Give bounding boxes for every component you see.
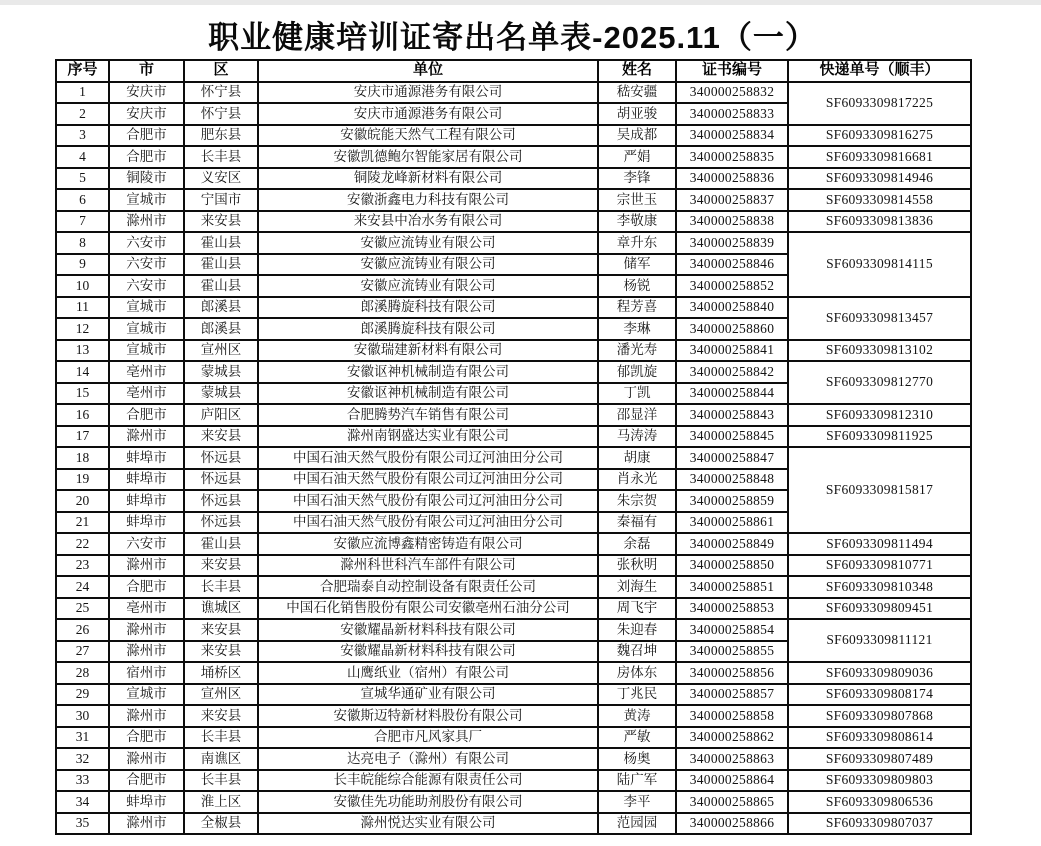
cert-no-cell: 340000258851 [676, 576, 788, 598]
company-cell: 安徽凯德鲍尔智能家居有限公司 [258, 146, 598, 168]
city-cell: 蚌埠市 [109, 469, 184, 491]
column-header-index: 序号 [56, 60, 109, 82]
tracking-no-cell: SF6093309809036 [788, 662, 971, 684]
company-cell: 安徽讴神机械制造有限公司 [258, 361, 598, 383]
row-index-cell: 8 [56, 232, 109, 254]
table-body [56, 82, 971, 835]
name-cell: 程芳喜 [598, 297, 676, 319]
row-index-cell: 12 [56, 318, 109, 340]
cert-no-cell: 340000258865 [676, 791, 788, 813]
table-row [56, 619, 971, 641]
company-cell: 合肥腾势汽车销售有限公司 [258, 404, 598, 426]
name-cell: 郁凯旋 [598, 361, 676, 383]
row-index-cell: 6 [56, 189, 109, 211]
city-cell: 滁州市 [109, 705, 184, 727]
row-index-cell: 26 [56, 619, 109, 641]
cert-no-cell: 340000258850 [676, 555, 788, 577]
city-cell: 六安市 [109, 232, 184, 254]
tracking-no-cell: SF6093309807489 [788, 748, 971, 770]
company-cell: 安徽瑞建新材料有限公司 [258, 340, 598, 362]
district-cell: 霍山县 [184, 275, 258, 297]
document-sheet [55, 12, 970, 835]
company-cell: 安徽浙鑫电力科技有限公司 [258, 189, 598, 211]
company-cell: 铜陵龙峰新材料有限公司 [258, 168, 598, 190]
name-cell: 黄涛 [598, 705, 676, 727]
district-cell: 来安县 [184, 641, 258, 663]
name-cell: 陆广军 [598, 770, 676, 792]
city-cell: 宣城市 [109, 297, 184, 319]
table-row [56, 297, 971, 319]
cert-no-cell: 340000258834 [676, 125, 788, 147]
cert-no-cell: 340000258862 [676, 727, 788, 749]
city-cell: 蚌埠市 [109, 447, 184, 469]
city-cell: 滁州市 [109, 426, 184, 448]
cert-no-cell: 340000258856 [676, 662, 788, 684]
district-cell: 怀远县 [184, 447, 258, 469]
district-cell: 怀远县 [184, 469, 258, 491]
tracking-no-cell: SF6093309812310 [788, 404, 971, 426]
row-index-cell: 34 [56, 791, 109, 813]
city-cell: 合肥市 [109, 727, 184, 749]
district-cell: 埇桥区 [184, 662, 258, 684]
company-cell: 长丰皖能综合能源有限责任公司 [258, 770, 598, 792]
cert-no-cell: 340000258866 [676, 813, 788, 835]
table-row [56, 791, 971, 813]
table-row [56, 125, 971, 147]
city-cell: 滁州市 [109, 619, 184, 641]
name-cell: 杨奥 [598, 748, 676, 770]
tracking-no-cell: SF6093309815817 [788, 447, 971, 533]
cert-no-cell: 340000258836 [676, 168, 788, 190]
city-cell: 滁州市 [109, 641, 184, 663]
table-row [56, 555, 971, 577]
name-cell: 范园园 [598, 813, 676, 835]
company-cell: 郎溪腾旋科技有限公司 [258, 318, 598, 340]
row-index-cell: 5 [56, 168, 109, 190]
city-cell: 铜陵市 [109, 168, 184, 190]
city-cell: 滁州市 [109, 813, 184, 835]
name-cell: 李平 [598, 791, 676, 813]
tracking-no-cell: SF6093309814946 [788, 168, 971, 190]
row-index-cell: 15 [56, 383, 109, 405]
tracking-no-cell: SF6093309813457 [788, 297, 971, 340]
city-cell: 宣城市 [109, 189, 184, 211]
cert-no-cell: 340000258844 [676, 383, 788, 405]
cert-no-cell: 340000258854 [676, 619, 788, 641]
district-cell: 长丰县 [184, 727, 258, 749]
row-index-cell: 14 [56, 361, 109, 383]
certificate-mailing-table [55, 59, 972, 835]
name-cell: 李琳 [598, 318, 676, 340]
row-index-cell: 30 [56, 705, 109, 727]
name-cell: 胡康 [598, 447, 676, 469]
cert-no-cell: 340000258840 [676, 297, 788, 319]
table-row [56, 189, 971, 211]
district-cell: 庐阳区 [184, 404, 258, 426]
table-row [56, 361, 971, 383]
company-cell: 山鹰纸业（宿州）有限公司 [258, 662, 598, 684]
district-cell: 长丰县 [184, 770, 258, 792]
company-cell: 中国石化销售股份有限公司安徽亳州石油分公司 [258, 598, 598, 620]
district-cell: 霍山县 [184, 232, 258, 254]
row-index-cell: 18 [56, 447, 109, 469]
tracking-no-cell: SF6093309811494 [788, 533, 971, 555]
city-cell: 亳州市 [109, 361, 184, 383]
cert-no-cell: 340000258855 [676, 641, 788, 663]
tracking-no-cell: SF6093309809451 [788, 598, 971, 620]
city-cell: 蚌埠市 [109, 512, 184, 534]
table-row [56, 211, 971, 233]
district-cell: 怀宁县 [184, 103, 258, 125]
row-index-cell: 1 [56, 82, 109, 104]
row-index-cell: 24 [56, 576, 109, 598]
name-cell: 胡亚骏 [598, 103, 676, 125]
row-index-cell: 27 [56, 641, 109, 663]
tracking-no-cell: SF6093309810771 [788, 555, 971, 577]
district-cell: 谯城区 [184, 598, 258, 620]
cert-no-cell: 340000258837 [676, 189, 788, 211]
row-index-cell: 3 [56, 125, 109, 147]
city-cell: 合肥市 [109, 404, 184, 426]
row-index-cell: 9 [56, 254, 109, 276]
tracking-no-cell: SF6093309809803 [788, 770, 971, 792]
city-cell: 合肥市 [109, 576, 184, 598]
tracking-no-cell: SF6093309817225 [788, 82, 971, 125]
company-cell: 安徽耀晶新材料科技有限公司 [258, 619, 598, 641]
district-cell: 霍山县 [184, 254, 258, 276]
company-cell: 安徽应流铸业有限公司 [258, 232, 598, 254]
name-cell: 邵显洋 [598, 404, 676, 426]
city-cell: 安庆市 [109, 103, 184, 125]
table-row [56, 748, 971, 770]
tracking-no-cell: SF6093309807868 [788, 705, 971, 727]
city-cell: 宣城市 [109, 318, 184, 340]
name-cell: 吴成都 [598, 125, 676, 147]
table-row [56, 447, 971, 469]
tracking-no-cell: SF6093309808174 [788, 684, 971, 706]
tracking-no-cell: SF6093309806536 [788, 791, 971, 813]
name-cell: 周飞宇 [598, 598, 676, 620]
district-cell: 宣州区 [184, 684, 258, 706]
name-cell: 张秋明 [598, 555, 676, 577]
table-row [56, 404, 971, 426]
table-row [56, 146, 971, 168]
row-index-cell: 16 [56, 404, 109, 426]
page-title: 职业健康培训证寄出名单表-2025.11（一） [208, 20, 817, 55]
company-cell: 宣城华通矿业有限公司 [258, 684, 598, 706]
company-cell: 中国石油天然气股份有限公司辽河油田分公司 [258, 469, 598, 491]
district-cell: 来安县 [184, 211, 258, 233]
city-cell: 合肥市 [109, 146, 184, 168]
tracking-no-cell: SF6093309812770 [788, 361, 971, 404]
name-cell: 潘光寿 [598, 340, 676, 362]
cert-no-cell: 340000258849 [676, 533, 788, 555]
company-cell: 安徽皖能天然气工程有限公司 [258, 125, 598, 147]
city-cell: 合肥市 [109, 125, 184, 147]
city-cell: 安庆市 [109, 82, 184, 104]
cert-no-cell: 340000258861 [676, 512, 788, 534]
district-cell: 来安县 [184, 426, 258, 448]
table-row [56, 705, 971, 727]
district-cell: 南谯区 [184, 748, 258, 770]
cert-no-cell: 340000258852 [676, 275, 788, 297]
district-cell: 全椒县 [184, 813, 258, 835]
name-cell: 李锋 [598, 168, 676, 190]
company-cell: 中国石油天然气股份有限公司辽河油田分公司 [258, 490, 598, 512]
table-row [56, 684, 971, 706]
city-cell: 六安市 [109, 254, 184, 276]
company-cell: 安徽耀晶新材料科技有限公司 [258, 641, 598, 663]
city-cell: 亳州市 [109, 598, 184, 620]
district-cell: 郎溪县 [184, 297, 258, 319]
city-cell: 滁州市 [109, 555, 184, 577]
city-cell: 宣城市 [109, 340, 184, 362]
district-cell: 义安区 [184, 168, 258, 190]
tracking-no-cell: SF6093309814558 [788, 189, 971, 211]
district-cell: 怀远县 [184, 490, 258, 512]
column-header-tracking: 快递单号（顺丰） [788, 60, 971, 82]
district-cell: 来安县 [184, 619, 258, 641]
district-cell: 蒙城县 [184, 361, 258, 383]
row-index-cell: 33 [56, 770, 109, 792]
district-cell: 淮上区 [184, 791, 258, 813]
cert-no-cell: 340000258863 [676, 748, 788, 770]
row-index-cell: 25 [56, 598, 109, 620]
company-cell: 安庆市通源港务有限公司 [258, 103, 598, 125]
column-header-district: 区 [184, 60, 258, 82]
district-cell: 怀宁县 [184, 82, 258, 104]
row-index-cell: 17 [56, 426, 109, 448]
district-cell: 来安县 [184, 555, 258, 577]
company-cell: 安庆市通源港务有限公司 [258, 82, 598, 104]
tracking-no-cell: SF6093309807037 [788, 813, 971, 835]
company-cell: 安徽斯迈特新材料股份有限公司 [258, 705, 598, 727]
cert-no-cell: 340000258838 [676, 211, 788, 233]
name-cell: 朱宗贺 [598, 490, 676, 512]
company-cell: 安徽应流铸业有限公司 [258, 275, 598, 297]
city-cell: 滁州市 [109, 748, 184, 770]
district-cell: 怀远县 [184, 512, 258, 534]
name-cell: 马涛涛 [598, 426, 676, 448]
cert-no-cell: 340000258845 [676, 426, 788, 448]
row-index-cell: 21 [56, 512, 109, 534]
window-top-edge [0, 0, 1041, 5]
cert-no-cell: 340000258853 [676, 598, 788, 620]
name-cell: 魏召坤 [598, 641, 676, 663]
name-cell: 秦福有 [598, 512, 676, 534]
name-cell: 储军 [598, 254, 676, 276]
row-index-cell: 31 [56, 727, 109, 749]
table-row [56, 770, 971, 792]
tracking-no-cell: SF6093309814115 [788, 232, 971, 297]
company-cell: 安徽讴神机械制造有限公司 [258, 383, 598, 405]
company-cell: 中国石油天然气股份有限公司辽河油田分公司 [258, 447, 598, 469]
name-cell: 严娟 [598, 146, 676, 168]
district-cell: 宁国市 [184, 189, 258, 211]
name-cell: 丁兆民 [598, 684, 676, 706]
column-header-company: 单位 [258, 60, 598, 82]
cert-no-cell: 340000258833 [676, 103, 788, 125]
district-cell: 来安县 [184, 705, 258, 727]
cert-no-cell: 340000258835 [676, 146, 788, 168]
cert-no-cell: 340000258842 [676, 361, 788, 383]
table-row [56, 340, 971, 362]
company-cell: 安徽应流铸业有限公司 [258, 254, 598, 276]
city-cell: 宿州市 [109, 662, 184, 684]
district-cell: 长丰县 [184, 576, 258, 598]
tracking-no-cell: SF6093309811925 [788, 426, 971, 448]
table-row [56, 232, 971, 254]
company-cell: 合肥瑞泰自动控制设备有限责任公司 [258, 576, 598, 598]
cert-no-cell: 340000258859 [676, 490, 788, 512]
row-index-cell: 11 [56, 297, 109, 319]
cert-no-cell: 340000258843 [676, 404, 788, 426]
tracking-no-cell: SF6093309816275 [788, 125, 971, 147]
column-header-cert-no: 证书编号 [676, 60, 788, 82]
district-cell: 宣州区 [184, 340, 258, 362]
tracking-no-cell: SF6093309816681 [788, 146, 971, 168]
name-cell: 朱迎春 [598, 619, 676, 641]
tracking-no-cell: SF6093309811121 [788, 619, 971, 662]
company-cell: 安徽应流博鑫精密铸造有限公司 [258, 533, 598, 555]
cert-no-cell: 340000258848 [676, 469, 788, 491]
name-cell: 杨锐 [598, 275, 676, 297]
district-cell: 肥东县 [184, 125, 258, 147]
cert-no-cell: 340000258864 [676, 770, 788, 792]
table-header-row [56, 60, 971, 82]
name-cell: 嵇安疆 [598, 82, 676, 104]
company-cell: 滁州科世科汽车部件有限公司 [258, 555, 598, 577]
name-cell: 丁凯 [598, 383, 676, 405]
company-cell: 郎溪腾旋科技有限公司 [258, 297, 598, 319]
name-cell: 章升东 [598, 232, 676, 254]
city-cell: 合肥市 [109, 770, 184, 792]
table-row [56, 168, 971, 190]
cert-no-cell: 340000258858 [676, 705, 788, 727]
row-index-cell: 35 [56, 813, 109, 835]
row-index-cell: 32 [56, 748, 109, 770]
cert-no-cell: 340000258847 [676, 447, 788, 469]
cert-no-cell: 340000258857 [676, 684, 788, 706]
table-row [56, 426, 971, 448]
name-cell: 房体东 [598, 662, 676, 684]
district-cell: 蒙城县 [184, 383, 258, 405]
company-cell: 来安县中冶水务有限公司 [258, 211, 598, 233]
name-cell: 宗世玉 [598, 189, 676, 211]
row-index-cell: 7 [56, 211, 109, 233]
tracking-no-cell: SF6093309808614 [788, 727, 971, 749]
column-header-city: 市 [109, 60, 184, 82]
district-cell: 长丰县 [184, 146, 258, 168]
row-index-cell: 28 [56, 662, 109, 684]
tracking-no-cell: SF6093309813102 [788, 340, 971, 362]
table-row [56, 598, 971, 620]
company-cell: 达亮电子（滁州）有限公司 [258, 748, 598, 770]
cert-no-cell: 340000258860 [676, 318, 788, 340]
company-cell: 滁州悦达实业有限公司 [258, 813, 598, 835]
row-index-cell: 19 [56, 469, 109, 491]
district-cell: 霍山县 [184, 533, 258, 555]
row-index-cell: 29 [56, 684, 109, 706]
name-cell: 严敏 [598, 727, 676, 749]
cert-no-cell: 340000258832 [676, 82, 788, 104]
column-header-name: 姓名 [598, 60, 676, 82]
table-row [56, 533, 971, 555]
row-index-cell: 20 [56, 490, 109, 512]
table-row [56, 82, 971, 104]
tracking-no-cell: SF6093309813836 [788, 211, 971, 233]
row-index-cell: 10 [56, 275, 109, 297]
city-cell: 蚌埠市 [109, 490, 184, 512]
city-cell: 亳州市 [109, 383, 184, 405]
table-row [56, 576, 971, 598]
company-cell: 中国石油天然气股份有限公司辽河油田分公司 [258, 512, 598, 534]
company-cell: 合肥市凡风家具厂 [258, 727, 598, 749]
row-index-cell: 4 [56, 146, 109, 168]
table-row [56, 813, 971, 835]
city-cell: 蚌埠市 [109, 791, 184, 813]
tracking-no-cell: SF6093309810348 [788, 576, 971, 598]
cert-no-cell: 340000258839 [676, 232, 788, 254]
city-cell: 宣城市 [109, 684, 184, 706]
cert-no-cell: 340000258841 [676, 340, 788, 362]
company-cell: 安徽佳先功能助剂股份有限公司 [258, 791, 598, 813]
row-index-cell: 22 [56, 533, 109, 555]
row-index-cell: 2 [56, 103, 109, 125]
city-cell: 六安市 [109, 275, 184, 297]
name-cell: 刘海生 [598, 576, 676, 598]
name-cell: 李敬康 [598, 211, 676, 233]
name-cell: 肖永光 [598, 469, 676, 491]
city-cell: 六安市 [109, 533, 184, 555]
table-row [56, 727, 971, 749]
name-cell: 余磊 [598, 533, 676, 555]
row-index-cell: 23 [56, 555, 109, 577]
city-cell: 滁州市 [109, 211, 184, 233]
table-row [56, 662, 971, 684]
company-cell: 滁州南钢盛达实业有限公司 [258, 426, 598, 448]
row-index-cell: 13 [56, 340, 109, 362]
cert-no-cell: 340000258846 [676, 254, 788, 276]
district-cell: 郎溪县 [184, 318, 258, 340]
